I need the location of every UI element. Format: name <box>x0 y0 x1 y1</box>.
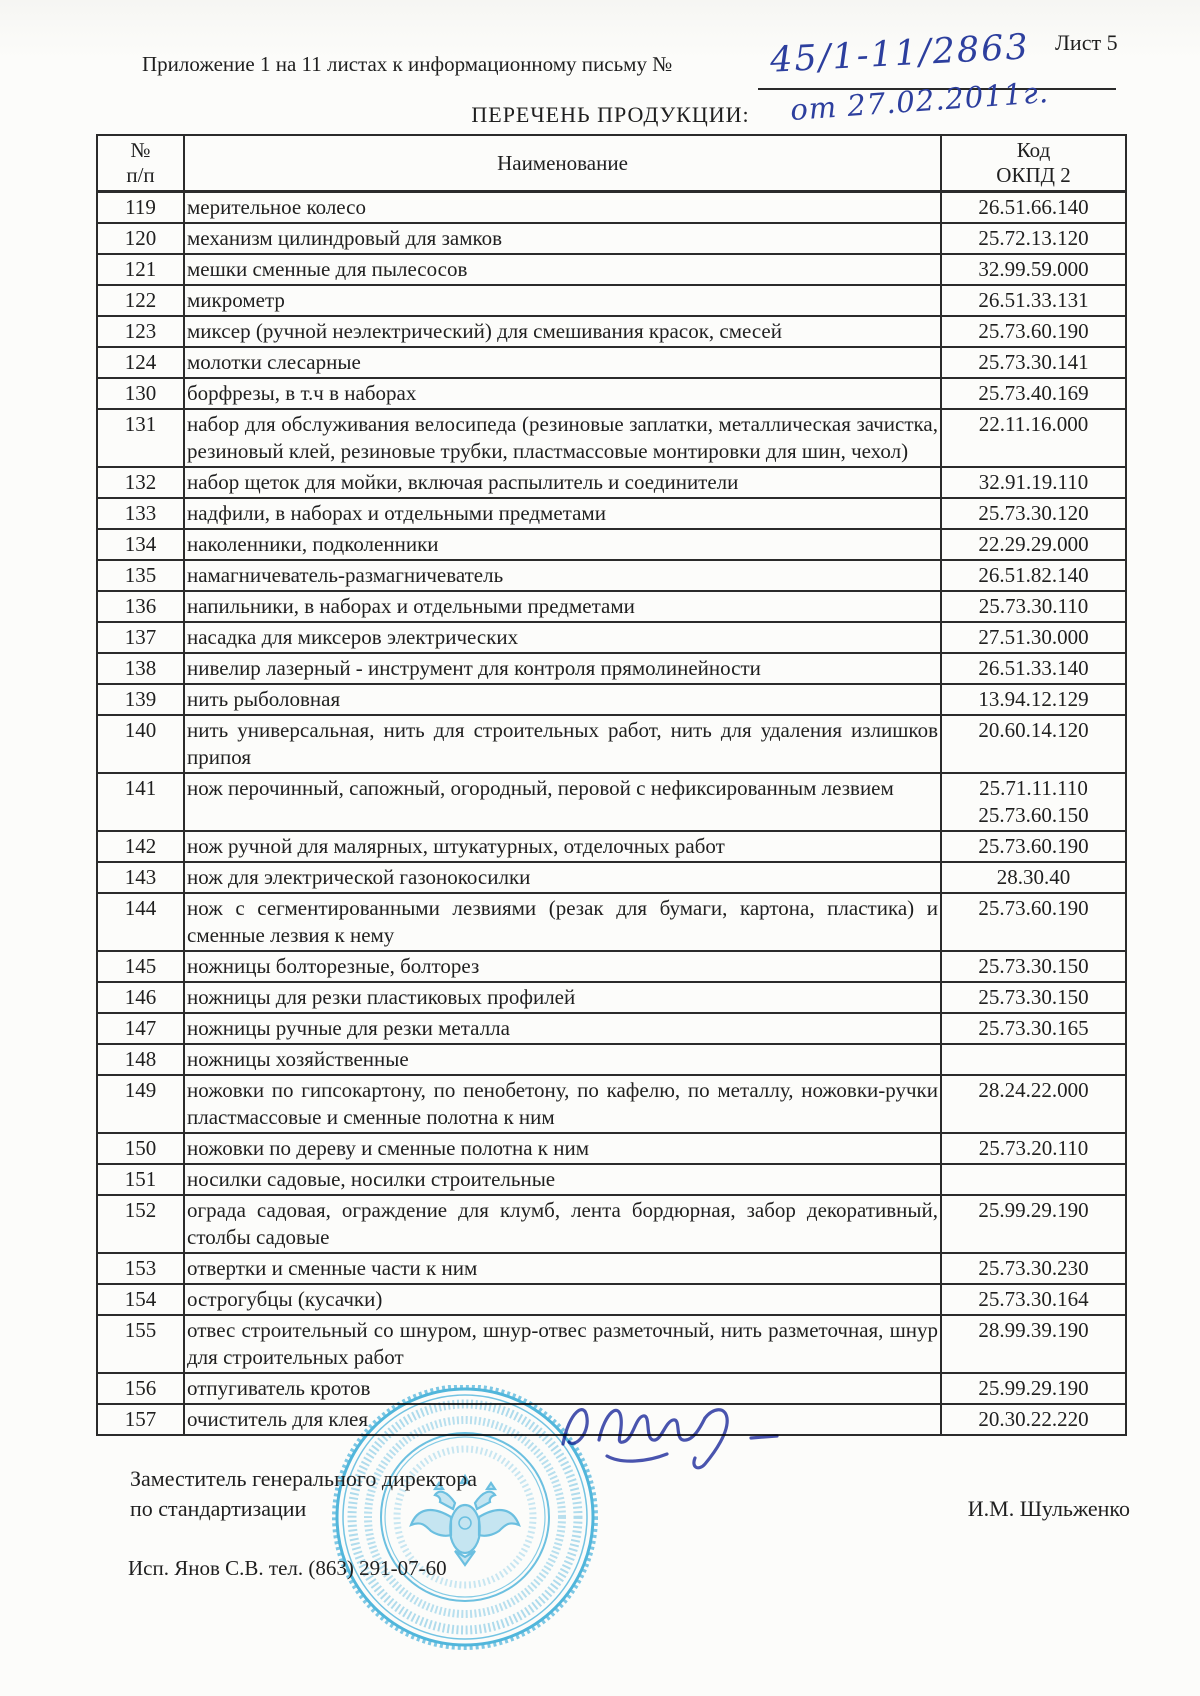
header-code <box>941 135 1126 192</box>
row-number: 151 <box>97 1164 184 1195</box>
table-row <box>97 1133 1126 1164</box>
page-title: ПЕРЕЧЕНЬ ПРОДУКЦИИ: <box>471 102 750 127</box>
table-row <box>97 1044 1126 1075</box>
row-name: набор для обслуживания велосипеда (резиновые заплатки, металлическая зачистка, резиновый клей, резиновые трубки, пластмассовые монтировки для шин, чехол) <box>184 409 941 467</box>
table-row <box>97 831 1126 862</box>
row-number: 138 <box>97 653 184 684</box>
product-table-body <box>97 192 1126 1436</box>
row-number: 136 <box>97 591 184 622</box>
row-code: 20.30.22.220 <box>941 1404 1126 1435</box>
row-code: 22.11.16.000 <box>941 409 1126 467</box>
row-number: 145 <box>97 951 184 982</box>
row-code: 25.73.40.169 <box>941 378 1126 409</box>
row-code: 13.94.12.129 <box>941 684 1126 715</box>
row-code: 26.51.82.140 <box>941 560 1126 591</box>
table-row <box>97 893 1126 951</box>
product-table <box>96 134 1127 1436</box>
row-number: 120 <box>97 223 184 254</box>
row-name: набор щеток для мойки, включая распылитель и соединители <box>184 467 941 498</box>
row-number: 152 <box>97 1195 184 1253</box>
header-code-line1: Код <box>1016 138 1051 162</box>
row-code: 25.73.30.164 <box>941 1284 1126 1315</box>
row-code: 22.29.29.000 <box>941 529 1126 560</box>
table-row <box>97 192 1126 224</box>
row-number: 154 <box>97 1284 184 1315</box>
table-row <box>97 982 1126 1013</box>
row-code <box>941 1164 1126 1195</box>
sheet-number-label: Лист 5 <box>1055 30 1118 55</box>
table-row <box>97 560 1126 591</box>
signer-position-line1: Заместитель генерального директора <box>130 1466 478 1491</box>
table-row <box>97 529 1126 560</box>
row-code: 28.99.39.190 <box>941 1315 1126 1373</box>
row-name: намагничеватель-размагничеватель <box>184 560 941 591</box>
row-name: нить универсальная, нить для строительных работ, нить для удаления излишков припоя <box>184 715 941 773</box>
row-number: 142 <box>97 831 184 862</box>
row-name: ножницы хозяйственные <box>184 1044 941 1075</box>
row-code: 25.73.30.150 <box>941 951 1126 982</box>
header-num-line1: № <box>130 138 151 162</box>
row-number: 135 <box>97 560 184 591</box>
row-number: 131 <box>97 409 184 467</box>
table-header-row <box>97 135 1126 192</box>
row-name: нож перочинный, сапожный, огородный, перовой с нефиксированным лезвием <box>184 773 941 831</box>
row-code: 25.73.30.120 <box>941 498 1126 529</box>
signature-icon <box>555 1382 785 1477</box>
appendix-line: Приложение 1 на 11 листах к информационному письму № <box>142 52 673 76</box>
row-name: напильники, в наборах и отдельными предметами <box>184 591 941 622</box>
row-number: 137 <box>97 622 184 653</box>
row-number: 147 <box>97 1013 184 1044</box>
row-name: микрометр <box>184 285 941 316</box>
row-code: 25.73.60.190 <box>941 316 1126 347</box>
row-number: 134 <box>97 529 184 560</box>
row-number: 156 <box>97 1373 184 1404</box>
table-row <box>97 467 1126 498</box>
row-name: нож с сегментированными лезвиями (резак для бумаги, картона, пластика) и сменные лезвия к нему <box>184 893 941 951</box>
signer-name: И.М. Шульженко <box>967 1496 1130 1521</box>
table-row <box>97 1013 1126 1044</box>
table-row <box>97 285 1126 316</box>
row-number: 148 <box>97 1044 184 1075</box>
table-row <box>97 622 1126 653</box>
row-code: 25.71.11.110 25.73.60.150 <box>941 773 1126 831</box>
row-code: 25.99.29.190 <box>941 1373 1126 1404</box>
row-name: носилки садовые, носилки строительные <box>184 1164 941 1195</box>
row-name: нож ручной для малярных, штукатурных, отделочных работ <box>184 831 941 862</box>
table-row <box>97 498 1126 529</box>
row-number: 121 <box>97 254 184 285</box>
row-name: нить рыболовная <box>184 684 941 715</box>
row-code: 26.51.33.140 <box>941 653 1126 684</box>
row-number: 143 <box>97 862 184 893</box>
row-name: отвес строительный со шнуром, шнур-отвес разметочный, нить разметочная, шнур для строительных работ <box>184 1315 941 1373</box>
row-number: 146 <box>97 982 184 1013</box>
row-name: насадка для миксеров электрических <box>184 622 941 653</box>
row-name: ножовки по дереву и сменные полотна к ним <box>184 1133 941 1164</box>
row-name: нож для электрической газонокосилки <box>184 862 941 893</box>
row-code: 25.73.30.165 <box>941 1013 1126 1044</box>
row-name: миксер (ручной неэлектрический) для смешивания красок, смесей <box>184 316 941 347</box>
row-code: 26.51.66.140 <box>941 192 1126 224</box>
row-code: 32.99.59.000 <box>941 254 1126 285</box>
row-name: ножницы болторезные, болторез <box>184 951 941 982</box>
row-name: наколенники, подколенники <box>184 529 941 560</box>
table-row <box>97 951 1126 982</box>
row-name: мерительное колесо <box>184 192 941 224</box>
row-name: надфили, в наборах и отдельными предметами <box>184 498 941 529</box>
row-code: 25.72.13.120 <box>941 223 1126 254</box>
handwritten-letter-number: 45/1-11/2863 <box>769 27 1031 81</box>
row-number: 132 <box>97 467 184 498</box>
row-code: 25.73.30.230 <box>941 1253 1126 1284</box>
row-code: 32.91.19.110 <box>941 467 1126 498</box>
table-row <box>97 378 1126 409</box>
row-code: 28.30.40 <box>941 862 1126 893</box>
table-row <box>97 653 1126 684</box>
row-number: 130 <box>97 378 184 409</box>
row-number: 124 <box>97 347 184 378</box>
header-name: Наименование <box>184 135 941 192</box>
row-number: 123 <box>97 316 184 347</box>
row-code: 25.73.30.110 <box>941 591 1126 622</box>
row-number: 149 <box>97 1075 184 1133</box>
row-number: 141 <box>97 773 184 831</box>
row-code: 25.73.60.190 <box>941 893 1126 951</box>
row-number: 153 <box>97 1253 184 1284</box>
handwritten-date: от 27.02.2011г. <box>789 75 1050 127</box>
table-row <box>97 347 1126 378</box>
row-code: 25.73.30.150 <box>941 982 1126 1013</box>
row-code: 25.73.60.190 <box>941 831 1126 862</box>
row-number: 122 <box>97 285 184 316</box>
row-code: 28.24.22.000 <box>941 1075 1126 1133</box>
row-code: 25.73.20.110 <box>941 1133 1126 1164</box>
table-row <box>97 684 1126 715</box>
row-number: 140 <box>97 715 184 773</box>
row-name: ножницы для резки пластиковых профилей <box>184 982 941 1013</box>
table-row <box>97 316 1126 347</box>
row-number: 139 <box>97 684 184 715</box>
row-name: ножовки по гипсокартону, по пенобетону, по кафелю, по металлу, ножовки-ручки пластмассовые и сменные полотна к ним <box>184 1075 941 1133</box>
table-row <box>97 223 1126 254</box>
row-name: отвертки и сменные части к ним <box>184 1253 941 1284</box>
row-name: молотки слесарные <box>184 347 941 378</box>
header-num-line2: п/п <box>126 163 155 187</box>
table-row <box>97 1075 1126 1133</box>
row-name: борфрезы, в т.ч в наборах <box>184 378 941 409</box>
row-number: 119 <box>97 192 184 224</box>
table-row <box>97 1253 1126 1284</box>
table-row <box>97 1315 1126 1373</box>
table-row <box>97 254 1126 285</box>
row-name: механизм цилиндровый для замков <box>184 223 941 254</box>
row-number: 155 <box>97 1315 184 1373</box>
row-code <box>941 1044 1126 1075</box>
table-row <box>97 409 1126 467</box>
row-name: ограда садовая, ограждение для клумб, лента бордюрная, забор декоративный, столбы садовые <box>184 1195 941 1253</box>
table-row <box>97 1195 1126 1253</box>
signer-position-line2: по стандартизации <box>130 1496 307 1521</box>
executor-contact-line: Исп. Янов С.В. тел. (863) 291-07-60 <box>128 1556 447 1580</box>
row-name: ножницы ручные для резки металла <box>184 1013 941 1044</box>
table-row <box>97 773 1126 831</box>
table-row <box>97 1164 1126 1195</box>
row-code: 25.73.30.141 <box>941 347 1126 378</box>
row-name: нивелир лазерный - инструмент для контроля прямолинейности <box>184 653 941 684</box>
table-row <box>97 862 1126 893</box>
row-name: очиститель для клея <box>184 1404 941 1435</box>
row-number: 157 <box>97 1404 184 1435</box>
row-code: 27.51.30.000 <box>941 622 1126 653</box>
row-code: 26.51.33.131 <box>941 285 1126 316</box>
table-row <box>97 715 1126 773</box>
row-name: отпугиватель кротов <box>184 1373 941 1404</box>
row-number: 144 <box>97 893 184 951</box>
table-row <box>97 591 1126 622</box>
header-num <box>97 135 184 192</box>
row-number: 150 <box>97 1133 184 1164</box>
header-code-line2: ОКПД 2 <box>996 163 1071 187</box>
row-name: мешки сменные для пылесосов <box>184 254 941 285</box>
table-row <box>97 1284 1126 1315</box>
row-name: острогубцы (кусачки) <box>184 1284 941 1315</box>
row-code: 25.99.29.190 <box>941 1195 1126 1253</box>
row-number: 133 <box>97 498 184 529</box>
row-code: 20.60.14.120 <box>941 715 1126 773</box>
